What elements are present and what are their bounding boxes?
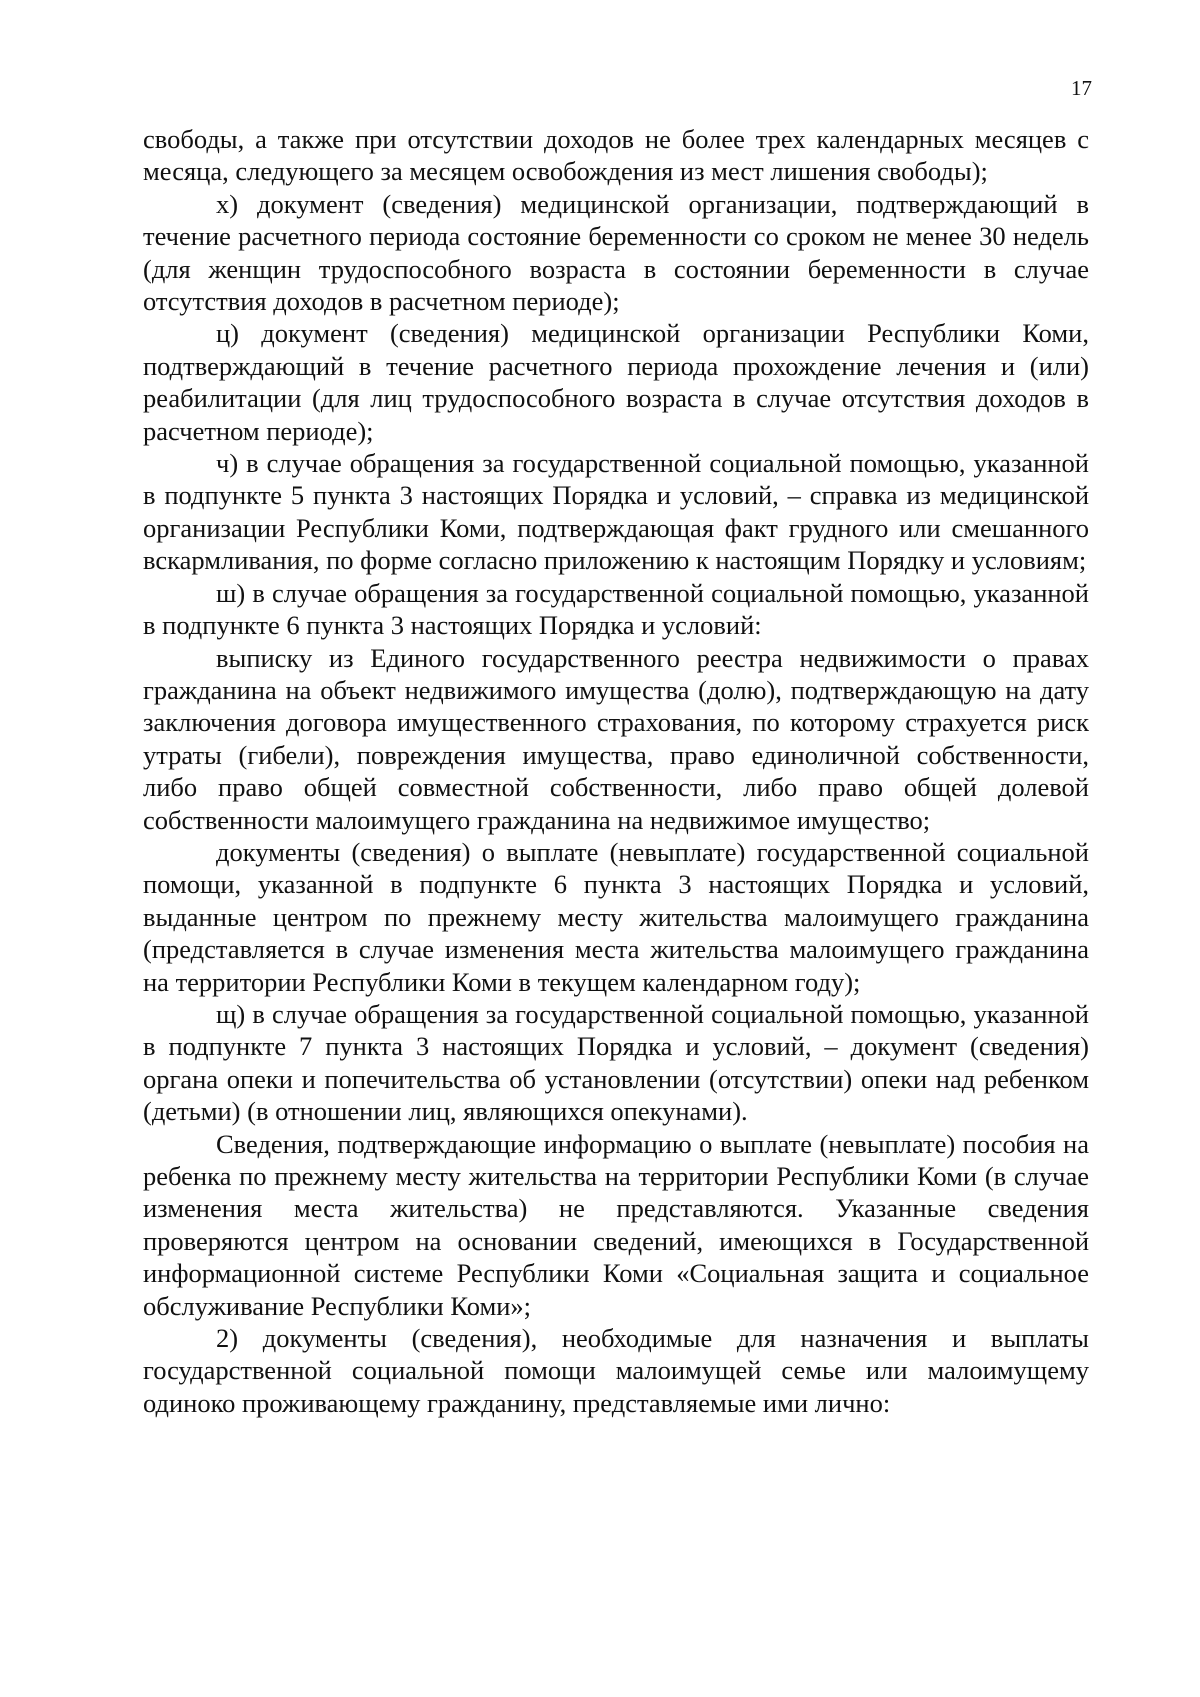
paragraph-item-kh: х) документ (сведения) медицинской организации, подтверждающий в течение расчетного периода состояние беременности со сроком не менее 30 недель (для женщин трудоспособного возраста в состоянии беременности в случае отсутствия доходов в расчетном периоде);	[143, 188, 1089, 317]
paragraph-payment-documents: документы (сведения) о выплате (невыплате) государственной социальной помощи, указанной в подпункте 6 пункта 3 настоящих Порядка и условий, выданные центром по прежнему месту жительства малоимущего гражданина (представляется в случае изменения места жительства малоимущего гражданина на территории Республики Коми в текущем календарном году);	[143, 836, 1089, 997]
paragraph-egrn-extract: выписку из Единого государственного реестра недвижимости о правах гражданина на объект недвижимого имущества (долю), подтверждающую на дату заключения договора имущественного страхования, по которому страхуется риск утраты (гибели), повреждения имущества, право единоличной собственности, либо право общей совместной собственности, либо право общей долевой собственности малоимущего гражданина на недвижимое имущество;	[143, 642, 1089, 835]
paragraph-item-ch: ч) в случае обращения за государственной социальной помощью, указанной в подпункте 5 пункта 3 настоящих Порядка и условий, – справка из медицинской организации Республики Коми, подтверждающая факт грудного или смешанного вскармливания, по форме согласно приложению к настоящим Порядку и условиям;	[143, 448, 1089, 576]
paragraph-item-shch: щ) в случае обращения за государственной социальной помощью, указанной в подпункте 7 пункта 3 настоящих Порядка и условий, – документ (сведения) органа опеки и попечительства об установлении (отсутствии) опеки над ребенком (детьми) (в отношении лиц, являющихся опекунами).	[143, 998, 1089, 1127]
paragraph-information-note: Сведения, подтверждающие информацию о выплате (невыплате) пособия на ребенка по прежнему месту жительства на территории Республики Коми (в случае изменения места жительства) не представляются. Указанные сведения проверяются центром на основании сведений, имеющихся в Государственной информационной системе Республики Коми «Социальная защита и социальное обслуживание Республики Коми»;	[143, 1128, 1089, 1321]
paragraph-item-ts: ц) документ (сведения) медицинской организации Республики Коми, подтверждающий в течение расчетного периода прохождение лечения и (или) реабилитации (для лиц трудоспособного возраста в случае отсутствия доходов в расчетном периоде);	[143, 318, 1089, 446]
paragraph-continuation: свободы, а также при отсутствии доходов не более трех календарных месяцев с месяца, следующего за месяцем освобождения из мест лишения свободы);	[143, 124, 1089, 187]
paragraph-item-sh: ш) в случае обращения за государственной социальной помощью, указанной в подпункте 6 пункта 3 настоящих Порядка и условий:	[143, 577, 1089, 641]
document-body	[143, 123, 1089, 1419]
page-number: 17	[1071, 76, 1092, 100]
paragraph-item-2: 2) документы (сведения), необходимые для назначения и выплаты государственной социальной помощи малоимущей семье или малоимущему одиноко проживающему гражданину, представляемые ими лично:	[143, 1323, 1089, 1418]
